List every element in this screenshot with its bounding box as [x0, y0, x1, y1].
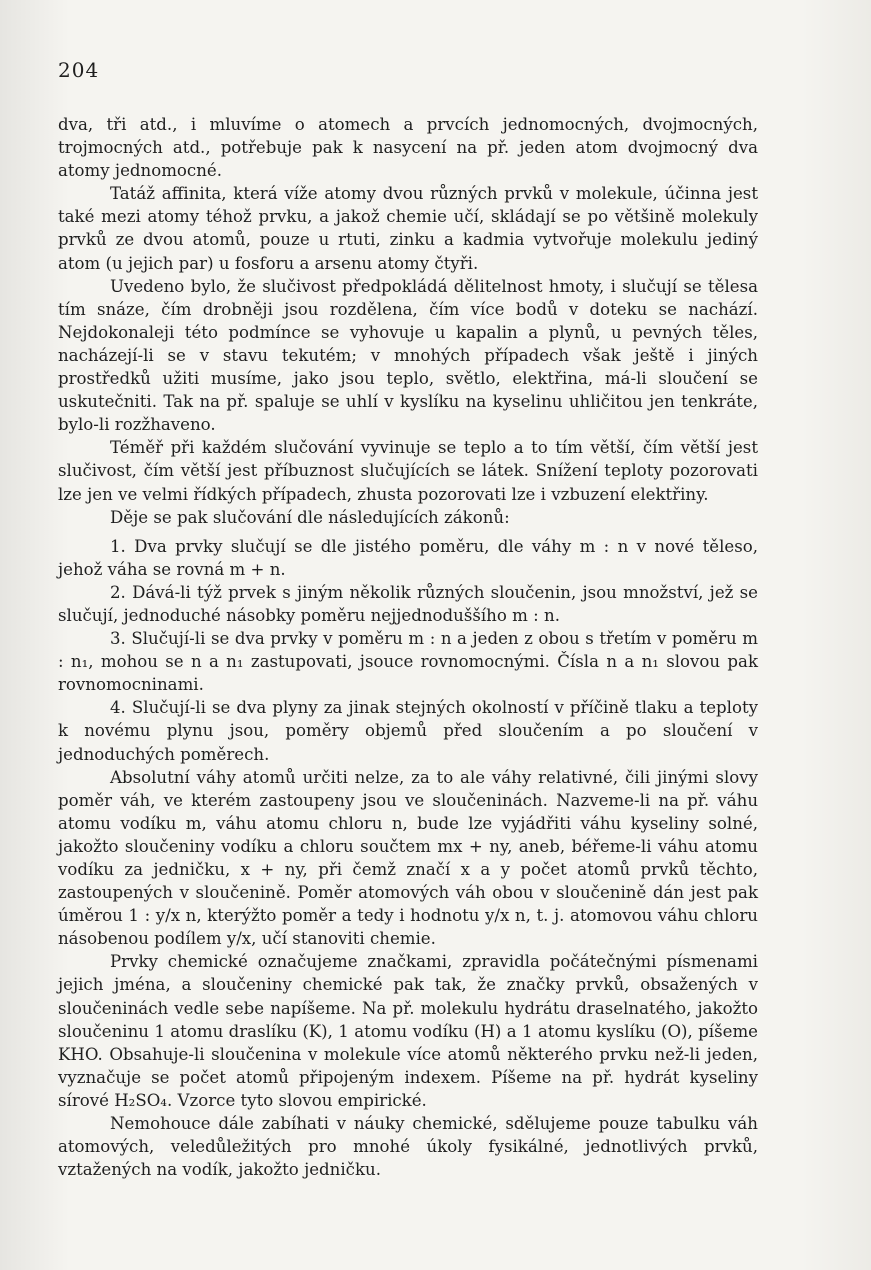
paragraph-1: dva, tři atd., i mluvíme o atomech a prvcích jednomocných, dvojmocných, trojmocných atd., potřebuje pak k nasycení na př. jeden atom dvojmocný dva atomy jednomocné.	[58, 115, 758, 181]
page-text	[58, 113, 758, 1181]
paragraph-2: Tatáž affinita, která víže atomy dvou různých prvků v molekule, účinna jest také mezi atomy téhož prvku, a jakož chemie učí, skládají se po většině molekuly prvků ze dvou atomů, pouze u rtuti, zinku a kadmia vytvořuje molekulu jediný atom (u jejich par) u fosforu a arsenu atomy čtyři.	[58, 184, 758, 273]
paragraph-table-intro: Nemohouce dále zabíhati v náuky chemické, sdělujeme pouze tabulku váh atomových, veledůležitých pro mnohé úkoly fysikálné, jednotlivých prvků, vztažených na vodík, jakožto jedničku.	[58, 1114, 758, 1180]
law-4: 4. Slučují-li se dva plyny za jinak stejných okolností v příčině tlaku a teploty k novému plynu jsou, poměry objemů před sloučením a po sloučení v jednoduchých poměrech.	[58, 698, 758, 764]
paragraph-chemical-symbols: Prvky chemické označujeme značkami, zpravidla počátečnými písmenami jejich jména, a sloučeniny chemické pak tak, že značky prvků, obsažených v sloučeninách vedle sebe napíšeme. Na př. molekulu hydrátu draselnatého, jakožto sloučeninu 1 atomu draslíku (K), 1 atomu vodíku (H) a 1 atomu kyslíku (O), píšeme KHO. Obsahuje-li sloučenina v molekule více atomů některého prvku než-li jeden, vyznačuje se počet atomů připojeným indexem. Píšeme na př. hydrát kyseliny sírové H₂SO₄. Vzorce tyto slovou empirické.	[58, 952, 758, 1110]
paragraph-5: Děje se pak slučování dle následujících zákonů:	[110, 507, 510, 527]
law-2: 2. Dává-li týž prvek s jiným několik různých sloučenin, jsou množství, jež se slučují, jednoduché násobky poměru nejjednoduššího m : n.	[58, 582, 758, 625]
page-number: 204	[58, 58, 100, 82]
paragraph-atomic-weights: Absolutní váhy atomů určiti nelze, za to ale váhy relativné, čili jinými slovy poměr váh, ve kterém zastoupeny jsou ve sloučeninách. Nazveme-li na př. váhu atomu vodíku m, váhu atomu chloru n, bude lze vyjádřiti váhu kyseliny solné, jakožto sloučeniny vodíku a chloru součtem mx + ny, aneb, béřeme-li váhu atomu vodíku za jedničku, x + ny, při čemž značí x a y počet atomů prvků těchto, zastoupených v sloučenině. Poměr atomových váh obou v sloučenině dán jest pak úměrou 1 : y/x n, kterýžto poměr a tedy i hodnotu y/x n, t. j. atomovou váhu chloru násobenou podílem y/x, učí stanoviti chemie.	[58, 767, 758, 949]
law-3: 3. Slučují-li se dva prvky v poměru m : n a jeden z obou s třetím v poměru m : n₁, mohou se n a n₁ zastupovati, jsouce rovnomocnými. Čísla n a n₁ slovou pak rovnomocninami.	[58, 629, 758, 695]
paragraph-3: Uvedeno bylo, že slučivost předpokládá dělitelnost hmoty, i slučují se tělesa tím snáze, čím drobněji jsou rozdělena, čím více bodů v doteku se nachází. Nejdokonaleji této podmínce se vyhovuje u kapalin a plynů, u pevných těles, nacházejí-li se v stavu tekutém; v mnohých případech však ještě i jiných prostředků užiti musíme, jako jsou teplo, světlo, elektřina, má-li sloučení se uskutečniti. Tak na př. spaluje se uhlí v kyslíku na kyselinu uhličitou jen tenkráte, bylo-li rozžhaveno.	[58, 276, 758, 435]
law-1: 1. Dva prvky slučují se dle jistého poměru, dle váhy m : n v nové těleso, jehož váha se rovná m + n.	[58, 536, 758, 579]
paragraph-4: Téměř při každém slučování vyvinuje se teplo a to tím větší, čím větší jest slučivost, čím větší jest příbuznost slučujících se látek. Snížení teploty pozorovati lze jen ve velmi řídkých případech, zhusta pozorovati lze i vzbuzení elektřiny.	[58, 438, 758, 504]
